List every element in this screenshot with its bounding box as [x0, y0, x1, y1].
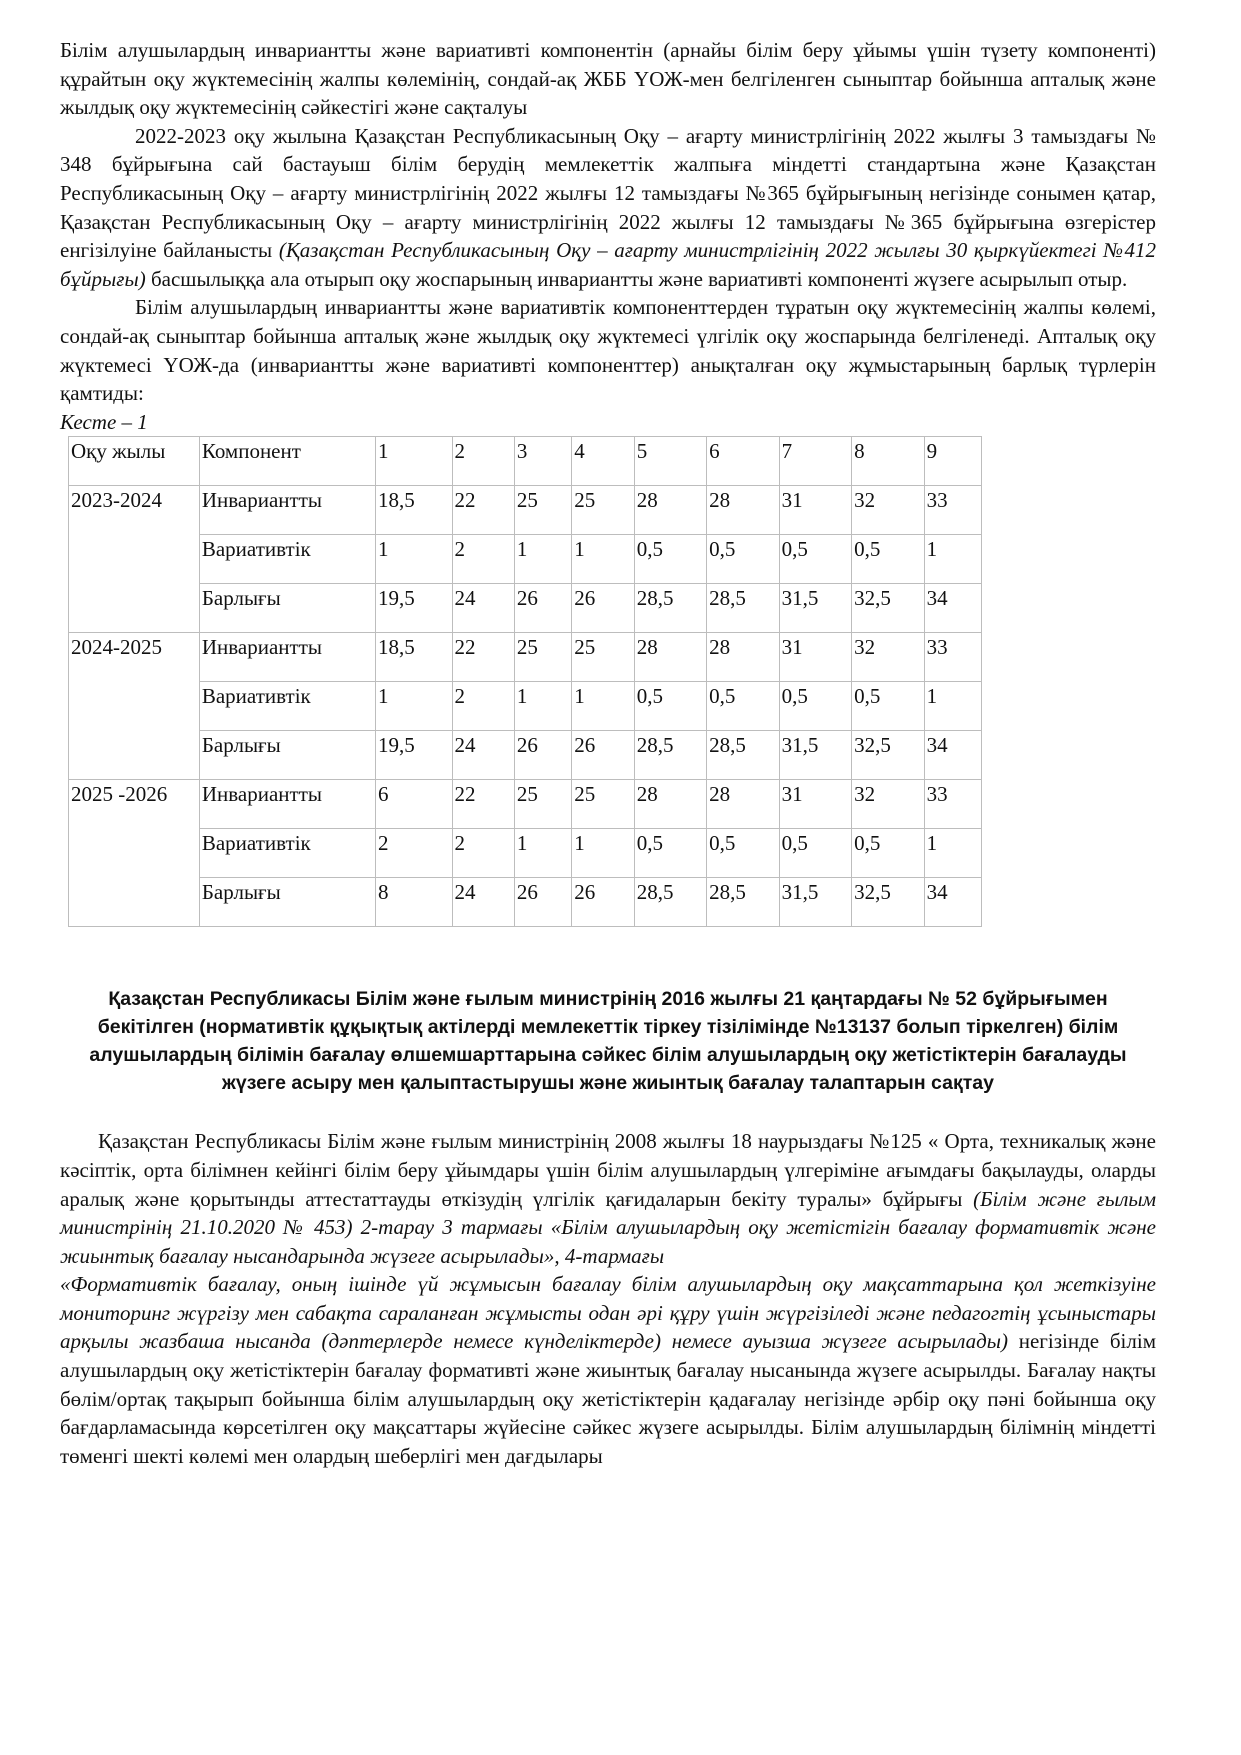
value-cell: 32,5: [852, 731, 924, 780]
value-cell: 28: [634, 633, 706, 682]
year-cell: 2025 -2026: [69, 780, 200, 927]
component-cell: Барлығы: [199, 731, 375, 780]
value-cell: 2: [452, 682, 514, 731]
component-cell: Барлығы: [199, 584, 375, 633]
value-cell: 32: [852, 633, 924, 682]
value-cell: 2: [452, 535, 514, 584]
value-cell: 25: [572, 633, 634, 682]
value-cell: 28,5: [634, 584, 706, 633]
table-header-cell: 5: [634, 437, 706, 486]
value-cell: 1: [924, 829, 981, 878]
value-cell: 31,5: [779, 584, 851, 633]
value-cell: 28: [707, 780, 779, 829]
value-cell: 24: [452, 878, 514, 927]
paragraph-order-125-text: Қазақстан Республикасы Білім және ғылым министрінің 2008 жылғы 18 наурыздағы №125 « Орта, техникалық және кәсіптік, орта білімнен кейінгі білім беру ұйымдары үшін білім алушылардың үлгеріміне ағымдағы бақылауды, оларды аралық және қорытынды аттестаттауды өткізудің үлгілік қағидаларын бекіту туралы» бұйрығы: [60, 1129, 1156, 1211]
value-cell: 8: [376, 878, 453, 927]
year-cell: 2024-2025: [69, 633, 200, 780]
value-cell: 34: [924, 584, 981, 633]
table-header-row: [69, 437, 982, 486]
component-cell: Вариативтік: [199, 682, 375, 731]
year-cell: 2023-2024: [69, 486, 200, 633]
table-row: [69, 780, 982, 829]
value-cell: 28: [634, 780, 706, 829]
value-cell: 19,5: [376, 731, 453, 780]
table-header-cell: Компонент: [199, 437, 375, 486]
value-cell: 19,5: [376, 584, 453, 633]
value-cell: 33: [924, 486, 981, 535]
value-cell: 28: [707, 486, 779, 535]
value-cell: 1: [572, 829, 634, 878]
table-header-cell: 1: [376, 437, 453, 486]
value-cell: 1: [514, 535, 571, 584]
value-cell: 22: [452, 780, 514, 829]
table-row: [69, 633, 982, 682]
table-header-cell: Оқу жылы: [69, 437, 200, 486]
value-cell: 31: [779, 486, 851, 535]
value-cell: 28,5: [634, 878, 706, 927]
value-cell: 32,5: [852, 584, 924, 633]
value-cell: 28,5: [707, 584, 779, 633]
value-cell: 31: [779, 633, 851, 682]
table-header-cell: 4: [572, 437, 634, 486]
value-cell: 34: [924, 878, 981, 927]
value-cell: 0,5: [707, 682, 779, 731]
section-heading: Қазақстан Республикасы Білім және ғылым министрінің 2016 жылғы 21 қаңтардағы № 52 бұйрығымен бекітілген (нормативтік құқықтық актілерді мемлекеттік тіркеу тізілімінде №13137 болып тіркелген) білім алушылардың білімін бағалау өлшемшарттарына сәйкес білім алушылардың оқу жетістіктерін бағалауды жүзеге асыру мен қалыптастырушы және жиынтық бағалау талаптарын сақтау: [89, 988, 1127, 1095]
value-cell: 0,5: [634, 535, 706, 584]
value-cell: 25: [514, 633, 571, 682]
value-cell: 6: [376, 780, 453, 829]
value-cell: 1: [376, 535, 453, 584]
value-cell: 26: [514, 878, 571, 927]
table-row: [69, 682, 982, 731]
value-cell: 1: [924, 682, 981, 731]
table-header-cell: 8: [852, 437, 924, 486]
value-cell: 18,5: [376, 633, 453, 682]
table-header-cell: 3: [514, 437, 571, 486]
value-cell: 2: [376, 829, 453, 878]
value-cell: 32,5: [852, 878, 924, 927]
value-cell: 25: [514, 780, 571, 829]
paragraph-formative-italic: «Формативтік бағалау, оның ішінде үй жұмысын бағалау білім алушылардың оқу мақсаттарына қол жеткізуіне мониторинг жүргізу мен сабақта сараланған жұмысты одан әрі құру үшін жүргізіледі және педагогтің ұсыныстары арқылы жазбаша нысанда (дәптерлерде немесе күнделіктерде) немесе ауызша жүзеге асырылады): [60, 1272, 1156, 1354]
component-cell: Вариативтік: [199, 829, 375, 878]
value-cell: 26: [514, 731, 571, 780]
value-cell: 0,5: [707, 535, 779, 584]
value-cell: 28,5: [707, 878, 779, 927]
table-row: [69, 486, 982, 535]
component-cell: Вариативтік: [199, 535, 375, 584]
value-cell: 24: [452, 731, 514, 780]
value-cell: 26: [572, 731, 634, 780]
paragraph-formative-text: негізінде білім алушылардың оқу жетістіктерін бағалау формативті және жиынтық бағалау нысанында жүзеге асырылды. Бағалау нақты бөлім/ортақ тақырып бойынша білім алушылардың оқу жетістіктерін қадағалау негізінде әрбір оқу пәні бойынша оқу бағдарламасында көрсетілген оқу мақсаттары жүйесіне сәйкес жүзеге асырылды. Білім алушылардың білімнің міндетті төменгі шекті көлемі мен олардың шеберлігі мен дағдылары: [60, 1329, 1156, 1468]
value-cell: 28,5: [707, 731, 779, 780]
value-cell: 0,5: [852, 535, 924, 584]
value-cell: 32: [852, 486, 924, 535]
paragraph-order-125: [60, 1127, 1156, 1270]
value-cell: 25: [572, 486, 634, 535]
value-cell: 25: [514, 486, 571, 535]
table-header-cell: 6: [707, 437, 779, 486]
value-cell: 0,5: [779, 829, 851, 878]
document-page: [60, 36, 1156, 1470]
value-cell: 0,5: [707, 829, 779, 878]
paragraph-2022-plan-text: 2022-2023 оқу жылына Қазақстан Республикасының Оқу – ағарту министрлігінің 2022 жылғы 3 тамыздағы № 348 бұйрығына сай бастауыш білім берудің мемлекеттік жалпыға міндетті стандартына және Қазақстан Республикасының Оқу – ағарту министрлігінің 2022 жылғы 12 тамыздағы №365 бұйрығының негізінде сонымен қатар, Қазақстан Республикасының Оқу – ағарту министрлігінің 2022 жылғы 12 тамыздағы №365 бұйрығына өзгерістер енгізілуіне байланысты: [60, 123, 1156, 263]
paragraph-2022-plan-end: басшылыққа ала отырып оқу жоспарының инвариантты және вариативті компоненті жүзеге асырылып отыр.: [145, 266, 1128, 291]
value-cell: 34: [924, 731, 981, 780]
value-cell: 26: [514, 584, 571, 633]
table-row: [69, 829, 982, 878]
value-cell: 1: [514, 682, 571, 731]
value-cell: 32: [852, 780, 924, 829]
component-cell: Инвариантты: [199, 486, 375, 535]
value-cell: 0,5: [852, 682, 924, 731]
value-cell: 1: [514, 829, 571, 878]
table-row: [69, 584, 982, 633]
value-cell: 33: [924, 780, 981, 829]
paragraph-order-125-italic: (Білім және ғылым министрінің 21.10.2020 № 453) 2-тарау 3 тармағы «Білім алушылардың оқу жетістігін бағалау формативтік және жиынтық бағалау нысандарында жүзеге асырылады», 4-тармағы: [60, 1186, 1156, 1268]
paragraph-intro: Білім алушылардың инвариантты және вариативті компонентін (арнайы білім беру ұйымы үшін түзету компоненті) құрайтын оқу жүктемесінің жалпы көлемінің, сондай-ақ ЖББ ҮОЖ-мен белгіленген сыныптар бойынша апталық және жылдық оқу жүктемесінің сәйкестігі және сақталуы: [60, 38, 1156, 120]
value-cell: 0,5: [634, 682, 706, 731]
table-header-cell: 7: [779, 437, 851, 486]
value-cell: 18,5: [376, 486, 453, 535]
table-row: [69, 535, 982, 584]
value-cell: 28: [634, 486, 706, 535]
value-cell: 1: [924, 535, 981, 584]
value-cell: 31,5: [779, 731, 851, 780]
value-cell: 26: [572, 584, 634, 633]
value-cell: 0,5: [852, 829, 924, 878]
value-cell: 22: [452, 633, 514, 682]
table-row: [69, 878, 982, 927]
paragraph-load-volume: Білім алушылардың инвариантты және вариативтік компоненттерден тұратын оқу жүктемесінің жалпы көлемі, сондай-ақ сыныптар бойынша апталық және жылдық оқу жүктемесі үлгілік оқу жоспарында белгіленеді. Апталық оқу жүктемесі ҮОЖ-да (инвариантты және вариативті компоненттер) анықталған оқу жұмыстарының барлық түрлерін қамтиды:: [60, 295, 1156, 406]
value-cell: 1: [572, 535, 634, 584]
value-cell: 0,5: [779, 535, 851, 584]
paragraph-2022-plan-italic: (Қазақстан Республикасының Оқу – ағарту министрлігінің 2022 жылғы 30 қыркүйектегі №412 бұйрығы): [60, 238, 1156, 291]
value-cell: 25: [572, 780, 634, 829]
value-cell: 31: [779, 780, 851, 829]
value-cell: 0,5: [634, 829, 706, 878]
component-cell: Инвариантты: [199, 633, 375, 682]
study-load-table: [68, 436, 982, 927]
value-cell: 31,5: [779, 878, 851, 927]
table-caption: Кесте – 1: [60, 409, 148, 434]
value-cell: 2: [452, 829, 514, 878]
value-cell: 0,5: [779, 682, 851, 731]
table-row: [69, 731, 982, 780]
table-header-cell: 9: [924, 437, 981, 486]
value-cell: 24: [452, 584, 514, 633]
paragraph-2022-plan: [60, 122, 1156, 294]
value-cell: 28: [707, 633, 779, 682]
value-cell: 26: [572, 878, 634, 927]
table-header-cell: 2: [452, 437, 514, 486]
value-cell: 1: [376, 682, 453, 731]
component-cell: Барлығы: [199, 878, 375, 927]
paragraph-formative: [60, 1270, 1156, 1470]
value-cell: 1: [572, 682, 634, 731]
assessment-section: [60, 1127, 1156, 1470]
value-cell: 22: [452, 486, 514, 535]
component-cell: Инвариантты: [199, 780, 375, 829]
value-cell: 28,5: [634, 731, 706, 780]
value-cell: 33: [924, 633, 981, 682]
